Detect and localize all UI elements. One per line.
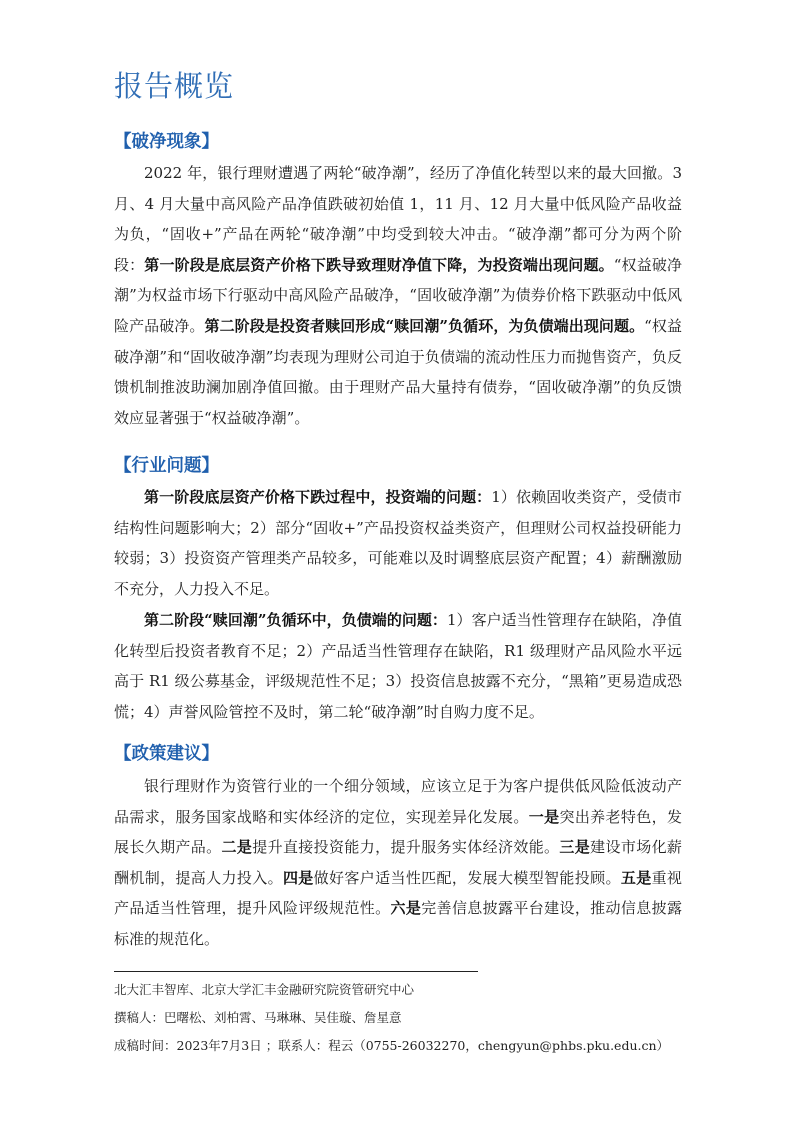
bold-run: 一是 <box>528 807 560 826</box>
text-run: “权益破净潮”和“固收破净潮”均表现为理财公司迫于负债端的流动性压力而抛售资产，负反馈机制推波助澜加剧净值回撤。由于理财产品大量持有债券，“固收破净潮”的负反馈效应显著强于“权益破净潮”。 <box>114 316 682 427</box>
bold-run: 第一阶段底层资产价格下跌过程中，投资端的问题： <box>144 488 492 506</box>
bold-run: 第二阶段“赎回潮”负循环中，负债端的问题： <box>144 611 447 629</box>
text-run: 提升直接投资能力，提升服务实体经济效能。 <box>252 838 560 857</box>
text-run: 突出养老特色，发展长久期产品。 <box>114 807 682 857</box>
industry-paragraph-2 <box>114 605 682 727</box>
text-run: 2022 年，银行理财遭遇了两轮“破净潮”，经历了净值化转型以来的最大回撤。3 月、4 月大量中高风险产品净值跌破初始值 1，11 月、12 月大量中低风险产品收益为负，“固收+”产品在两轮“破净潮”中均受到较大冲击。“破净潮”都可分为两个阶段： <box>114 164 682 274</box>
section-heading-industry: 【行业问题】 <box>114 456 219 476</box>
bold-run: 三是 <box>559 838 591 857</box>
bold-run: 六是 <box>390 899 422 918</box>
footer-authors: 撰稿人：巴曙松、刘柏霄、马琳琳、吴佳璇、詹星意 <box>114 1010 402 1025</box>
text-run: 完善信息披露平台建设，推动信息披露标准的规范化。 <box>114 899 682 948</box>
bold-run: 第二阶段是投资者赎回形成“赎回潮”负循环，为负债端出现问题。 <box>204 316 645 335</box>
section-heading-policy: 【政策建议】 <box>114 744 219 764</box>
text-run: 重视产品适当性管理，提升风险评级规范性。 <box>114 868 682 918</box>
text-run: “权益破净潮”为权益市场下行驱动中高风险产品破净，“固收破净潮”为债券价格下跌驱动中低风险产品破净。 <box>114 255 682 335</box>
text-run: 建设市场化薪酬机制，提高人力投入。 <box>114 838 682 887</box>
footer-divider <box>114 971 478 972</box>
bold-run: 二是 <box>221 838 253 857</box>
footer-institution: 北大汇丰智库、北京大学汇丰金融研究院资管研究中心 <box>114 982 415 997</box>
bold-run: 五是 <box>620 868 652 887</box>
footer-contact: 成稿时间：2023年7月3日 ；联系人：程云（0755-26032270，chengyun@phbs.pku.edu.cn） <box>114 1038 670 1053</box>
text-run: 银行理财作为资管行业的一个细分领域，应该立足于为客户提供低风险低波动产品需求，服务国家战略和实体经济的定位，实现差异化发展。 <box>114 777 682 826</box>
bold-run: 四是 <box>282 868 314 887</box>
page-title: 报告概览 <box>114 69 235 103</box>
policy-paragraph <box>114 771 682 955</box>
industry-paragraph-1 <box>114 482 682 604</box>
phenomenon-paragraph <box>114 158 682 433</box>
text-run: 1）依赖固收类资产，受债市结构性问题影响大；2）部分“固收+”产品投资权益类资产，但理财公司权益投研能力较弱；3）投资资产管理类产品较多，可能难以及时调整底层资产配置；4）薪酬激励不充分，人力投入不足。 <box>114 488 682 598</box>
bold-run: 第一阶段是底层资产价格下跌导致理财净值下降，为投资端出现问题。 <box>144 255 614 274</box>
text-run: 1）客户适当性管理存在缺陷，净值化转型后投资者教育不足；2）产品适当性管理存在缺陷，R1 级理财产品风险水平远高于 R1 级公募基金，评级规范性不足；3）投资信息披露不充分，“黑箱”更易造成恐慌；4）声誉风险管控不及时，第二轮“破净潮”时自购力度不足。 <box>114 611 682 721</box>
text-run: 做好客户适当性匹配，发展大模型智能投顾。 <box>313 868 621 887</box>
section-heading-phenomenon: 【破净现象】 <box>114 132 219 152</box>
